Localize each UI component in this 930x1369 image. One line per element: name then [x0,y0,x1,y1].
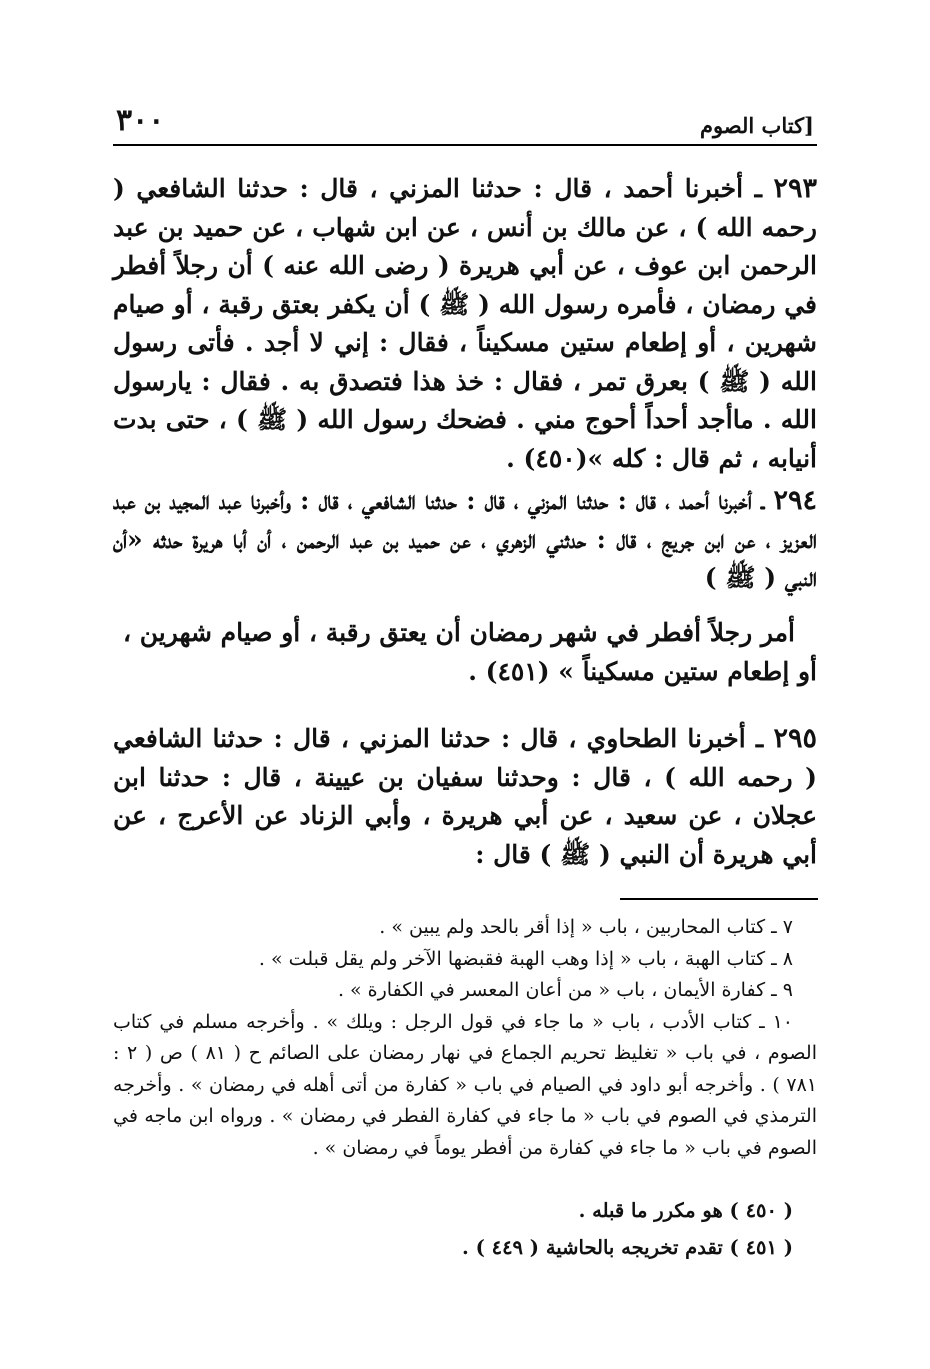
footnote-item: ٨ ـ كتاب الهبة ، باب « إذا وهب الهبة فقبضها الآخر ولم يقل قبلت » . [258,947,793,970]
footnote-item: ٩ ـ كفارة الأيمان ، باب « من أعان المعسر في الكفارة » . [337,979,793,1001]
hadith-text: ـ أخبرنا الطحاوي ، قال : حدثنا المزني ، قال : حدثنا الشافعي ( رحمه الله ) ، قال : وحدثنا سفيان بن عيينة ، قال : حدثنا ابن عجلان ، عن سعيد ، عن أبي هريرة ، وأبي الزناد عن الأعرج ، عن أبي هريرة أن النبي ( ﷺ ) قال : [113,724,817,869]
book-title: [كتاب الصوم [699,113,814,138]
hadith-text: ـ أخبرنا أحمد ، قال : حدثنا المزني ، قال : حدثنا الشافعي ( رحمه الله ) ، عن مالك بن أنس ، عن ابن شهاب ، عن حميد بن عبد الرحمن ابن عوف ، عن أبي هريرة ( رضى الله عنه ) أن رجلاً أفطر في رمضان ، فأمره رسول الله ( ﷺ ) أن يكفر بعتق رقبة ، أو صيام شهرين ، أو إطعام ستين مسكيناً ، فقال : إني لا أجد . فأتى رسول الله ( ﷺ ) بعرق تمر ، فقال : خذ هذا فتصدق به . فقال : يارسول الله . ماأجد أحداً أحوج مني . فضحك رسول الله ( ﷺ ) ، حتى بدت أنيابه ، ثم قال : كله »(٤٥٠) . [113,174,817,473]
footnote-divider [620,898,818,900]
footnote-item: ١٠ ـ كتاب الأدب ، باب « ما جاء في قول الرجل : ويلك » . وأخرجه مسلم في كتاب الصوم ، في باب « تغليظ تحريم الجماع في نهار رمضان على الصائم ح ( ٨١ ) ص ( ٢ : ٧٨١ ) . وأخرجه أبو داود في الصيام في باب « كفارة من أتى أهله في رمضان » . وأخرجه الترمذي في الصوم في باب « ما جاء في كفارة الفطر في رمضان » . ورواه ابن ماجه في الصوم في باب « ما جاء في كفارة من أفطر يوماً في رمضان » . [113,1010,817,1159]
header-divider [113,144,817,146]
endnote-item: ( ٤٥١ ) تقدم تخريجه بالحاشية ( ٤٤٩ ) . [462,1236,793,1259]
endnotes [113,1192,817,1266]
hadith-293 [113,170,817,478]
hadith-text: ـ أخبرنا أحمد ، قال : حدثنا المزني ، قال : حدثنا الشافعي ، قال : وأخبرنا عبد المجيد بن عبد العزيز ، عن ابن جريج ، قال : حدثني الزهري ، عن حميد بن عبد الرحمن ، أن أبا هريرة حدثه «أن النبي ( ﷺ ) [113,486,817,592]
endnote-item: ( ٤٥٠ ) هو مكرر ما قبله . [578,1199,793,1222]
footnote-item: ٧ ـ كتاب المحاربين ، باب « إذا أقر بالحد ولم يبين » . [379,916,793,938]
hadith-294 [113,482,817,598]
hadith-number: ٢٩٣ [773,173,817,204]
footnotes [113,912,817,1164]
hadith-number: ٢٩٥ [773,723,817,754]
hadith-number: ٢٩٤ [773,485,817,516]
hadith-294-continuation: أمر رجلاً أفطر في شهر رمضان أن يعتق رقبة ، أو صيام شهرين ، أو إطعام ستين مسكيناً » (٤٥١) . [122,618,817,686]
page-number: ٣٠٠ [116,103,165,138]
hadith-295 [113,720,817,874]
page-header [116,98,814,138]
